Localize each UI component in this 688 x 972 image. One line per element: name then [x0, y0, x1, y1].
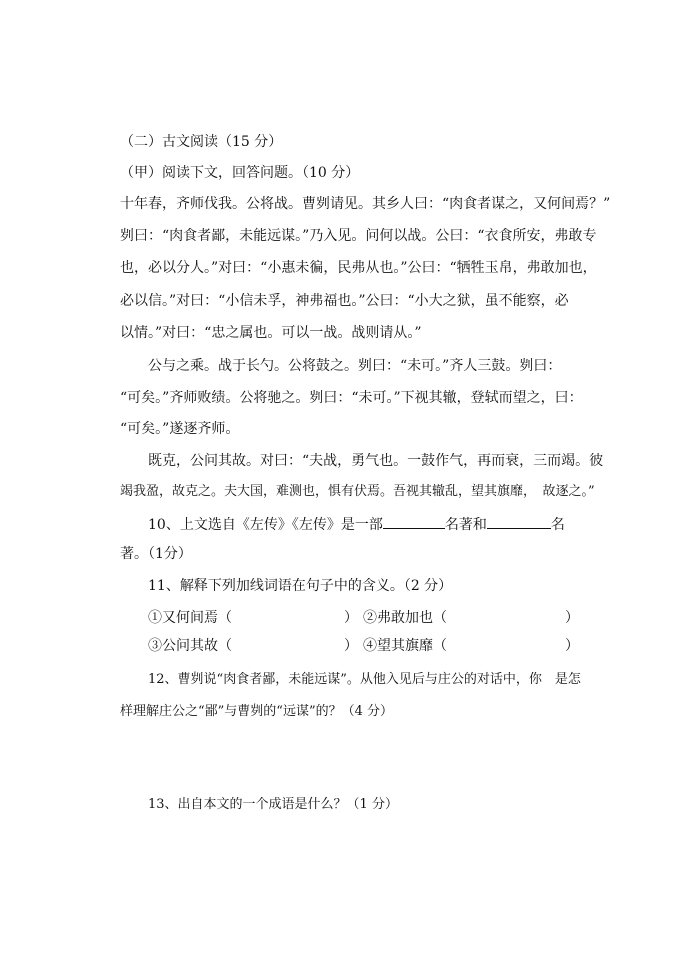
- q11-item-4: [363, 637, 579, 655]
- q11-item-4-label: ④望其旗靡（: [363, 638, 447, 654]
- q10-blank-1[interactable]: [383, 514, 445, 529]
- q10-suffix: 名: [550, 517, 565, 533]
- q11-item-3: [148, 637, 363, 655]
- question-12-line2: 样理解庄公之“鄙”与曹刿的“远谋”的？（4 分）: [120, 704, 393, 719]
- passage-line: 公与之乘。战于长勺。公将鼓之。刿曰：“未可。”齐人三鼓。刿曰：: [148, 358, 562, 374]
- passage-line: 以情。”对曰：“忠之属也。可以一战。战则请从。”: [120, 325, 422, 341]
- q11-item-1-label: ①又何间焉（: [148, 610, 232, 626]
- passage-line: “可矣。”遂逐齐师。: [120, 421, 240, 437]
- passage-line: 既克，公问其故。对曰：“夫战，勇气也。一鼓作气，再而衰，三而竭。彼: [148, 453, 604, 469]
- q10-prefix: 10、上文选自《左传》《左传》是一部: [148, 517, 383, 533]
- q11-row-1: [148, 609, 590, 627]
- q11-item-3-label: ③公问其故（: [148, 638, 232, 654]
- q11-item-1: [148, 609, 363, 627]
- passage-line: 竭我盈，故克之。夫大国，难测也，惧有伏焉。吾视其辙乱，望其旗靡， 故逐之。”: [120, 484, 595, 499]
- q11-item-2: [363, 609, 579, 627]
- q10-blank-2[interactable]: [487, 514, 551, 529]
- q11-item-2-close: ）: [565, 610, 579, 626]
- passage-line: 十年春，齐师伐我。公将战。曹刿请见。其乡人曰：“肉食者谋之，又何间焉？”: [120, 196, 611, 212]
- question-10: [148, 514, 590, 534]
- q10-middle: 名著和: [444, 517, 487, 533]
- q11-item-4-close: ）: [565, 638, 579, 654]
- q11-row-2: [148, 637, 590, 655]
- q10-line2: 著。（1分）: [120, 546, 192, 562]
- q11-item-1-close: ）: [344, 610, 358, 626]
- passage-line: 刿曰：“肉食者鄙，未能远谋。”乃入见。问何以战。公曰：“衣食所安，弗敢专: [120, 228, 597, 244]
- passage-line: 必以信。”对曰：“小信未孚，神弗福也。”公曰：“小大之狱，虽不能察，必: [120, 293, 569, 309]
- section-title: （二）古文阅读（15 分）: [120, 134, 283, 150]
- section-subtitle: （甲）阅读下文，回答问题。（10 分）: [120, 165, 360, 181]
- q11-item-3-close: ）: [344, 638, 358, 654]
- q11-item-2-label: ②弗敢加也（: [363, 610, 447, 626]
- question-12-line1: 12、曹刿说“肉食者鄙，未能远谋”。从他入见后与庄公的对话中，你 是怎: [148, 672, 581, 687]
- passage-line: “可矣。”齐师败绩。公将驰之。刿曰：“未可。”下视其辙，登轼而望之，曰：: [120, 390, 583, 406]
- question-13: 13、出自本文的一个成语是什么？（1 分）: [148, 797, 398, 812]
- question-11: 11、解释下列加线词语在句子中的含义。（2 分）: [148, 578, 453, 594]
- passage-line: 也，必以分人。”对曰：“小惠未徧，民弗从也。”公曰：“牺牲玉帛，弗敢加也，: [120, 260, 597, 276]
